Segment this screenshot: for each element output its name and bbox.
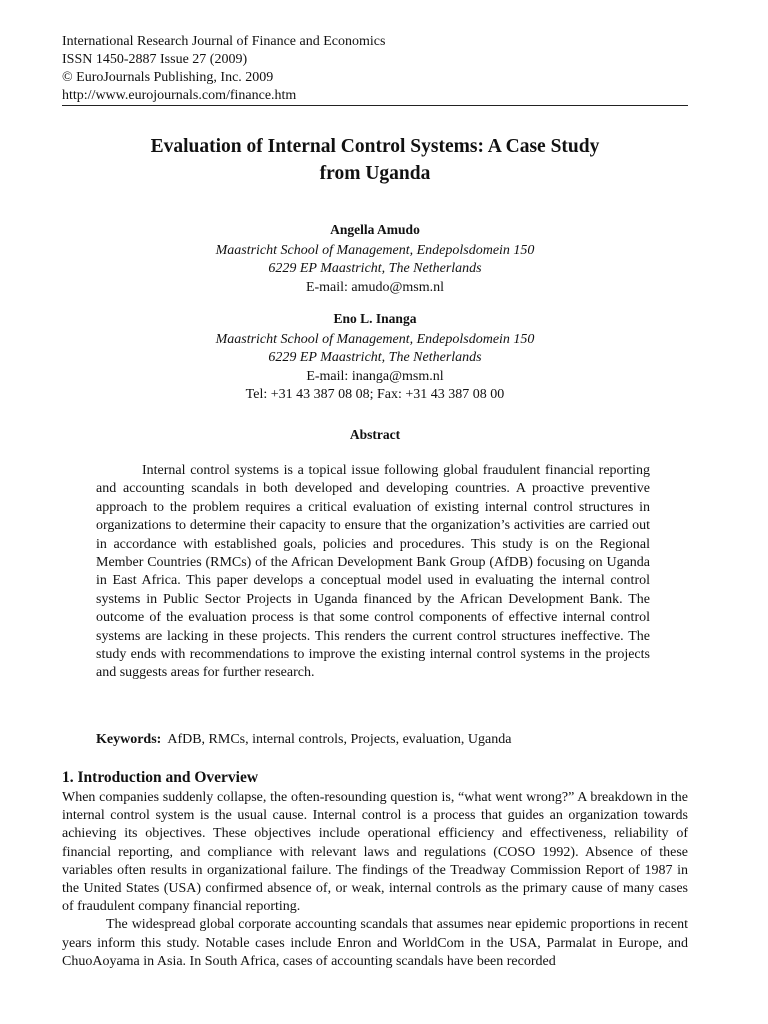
body-paragraph: The widespread global corporate accounting scandals that assumes near epidemic proportions in recent years inform this study. Notable cases include Enron and WorldCom in the USA, Parmalat in Europe, and ChuoAoyama in Asia. In South Africa, cases of accounting scandals have been recorded	[62, 917, 688, 969]
section-heading: 1. Introduction and Overview	[62, 769, 259, 786]
header-divider	[62, 105, 688, 106]
keywords-line	[96, 731, 676, 749]
title-line-2: from Uganda	[319, 163, 431, 184]
author-email: E-mail: inanga@msm.nl	[306, 368, 444, 384]
abstract-heading: Abstract	[349, 427, 401, 442]
author-email: E-mail: amudo@msm.nl	[305, 279, 445, 295]
author-name: Angella Amudo	[330, 222, 420, 237]
copyright-line: © EuroJournals Publishing, Inc. 2009	[62, 70, 274, 85]
author-phone-fax: Tel: +31 43 387 08 08; Fax: +31 43 387 08 00	[245, 387, 505, 402]
title-line-1: Evaluation of Internal Control Systems: A Case Study	[150, 136, 600, 157]
author-block-1	[62, 221, 688, 297]
body-paragraph: When companies suddenly collapse, the often-resounding question is, “what went wrong?” A breakdown in the internal control system is the usual cause. Internal control is a process that guides an organization towards achieving its objectives. These objectives include operational efficiency and effectiveness, reliability of financial reporting, and compliance with relevant laws and regulations (COSO 1992). Absence of these variables often results in organizational failure. The findings of the Treadway Commission Report of 1987 in the United States (USA) confirmed absence of, or weak, internal controls as the primary cause of many cases of fraudulent company financial reporting.	[62, 790, 688, 915]
author-affiliation: Maastricht School of Management, Endepolsdomein 150	[215, 331, 535, 347]
paper-title	[62, 133, 688, 187]
keywords-label: Keywords:	[96, 732, 162, 747]
author-affiliation: Maastricht School of Management, Endepolsdomein 150	[215, 242, 535, 258]
author-name: Eno L. Inanga	[333, 311, 417, 326]
issn-line: ISSN 1450-2887 Issue 27 (2009)	[62, 52, 248, 67]
author-block-2	[62, 310, 688, 405]
abstract-text: Internal control systems is a topical issue following global fraudulent financial reporting and accounting scandals in both developed and developing countries. A proactive preventive approach to the problem requires a critical evaluation of existing internal control structures in organizations to determine their capacity to ensure that the organization’s activities are carried out in accordance with established goals, policies and procedures. This study is on the Regional Member Countries (RMCs) of the African Development Bank Group (AfDB) focusing on Uganda in East Africa. This paper develops a conceptual model used in evaluating the internal control systems in Public Sector Projects in Uganda financed by the African Development Bank. The outcome of the evaluation process is that some control components of effective internal control systems are lacking in these projects. This renders the current control structures ineffective. The study ends with recommendations to improve the existing internal control systems in the projects and suggests areas for further research.	[96, 463, 650, 681]
journal-url[interactable]: http://www.eurojournals.com/finance.htm	[62, 88, 297, 103]
section-body	[62, 789, 688, 971]
author-address: 6229 EP Maastricht, The Netherlands	[268, 350, 482, 365]
journal-header	[62, 33, 688, 105]
author-address: 6229 EP Maastricht, The Netherlands	[268, 261, 482, 276]
journal-name: International Research Journal of Finance and Economics	[62, 34, 386, 49]
keywords-value: AfDB, RMCs, internal controls, Projects, evaluation, Uganda	[167, 732, 512, 747]
